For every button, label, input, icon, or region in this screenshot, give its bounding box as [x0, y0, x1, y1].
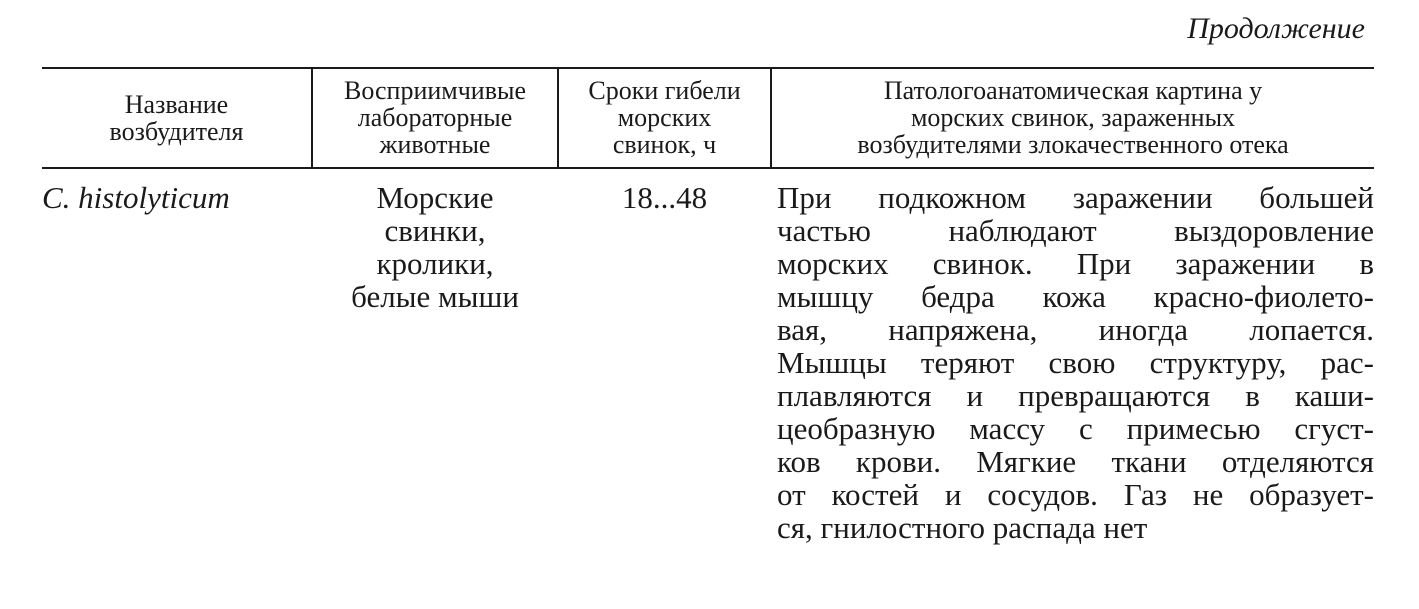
- header-line: Патологоанатомическая картина у: [883, 76, 1263, 105]
- cell-death-time: 18...48: [621, 180, 708, 215]
- header-pathology: [771, 68, 1374, 168]
- header-line: морских свинок, зараженных: [910, 103, 1236, 132]
- description-line: мышцу бедра кожа красно-фиолето-: [777, 279, 1374, 314]
- continuation-label: Продолжение: [1187, 12, 1365, 45]
- description-line: вая, напряжена, иногда лопается.: [777, 312, 1374, 347]
- header-line: возбудителями злокачественного отека: [857, 130, 1289, 159]
- header-line: свинок, ч: [612, 130, 717, 159]
- animal-line: Морские: [376, 180, 494, 215]
- description-line: частью наблюдают выздоровление: [777, 213, 1374, 248]
- description-line: морских свинок. При заражении в: [777, 246, 1374, 281]
- animal-line: свинки,: [384, 213, 486, 248]
- cell-animals: [312, 168, 558, 544]
- description-line: цеобразную массу с примесью сгуст-: [777, 411, 1374, 446]
- table-row: [42, 168, 1374, 544]
- description-line: плавляются и превращаются в каши-: [777, 378, 1374, 413]
- cell-pathology-description: [771, 168, 1374, 544]
- description-line: от костей и сосудов. Газ не образует-: [777, 477, 1374, 512]
- header-susceptible-animals: [312, 68, 558, 168]
- header-line: Название: [124, 89, 229, 119]
- description-line: При подкожном заражении большей: [777, 180, 1374, 215]
- description-line: ков крови. Мягкие ткани отделяются: [777, 444, 1374, 479]
- header-line: возбудителя: [109, 116, 244, 146]
- animal-line: кролики,: [376, 246, 494, 281]
- header-line: животные: [379, 130, 491, 159]
- description-line: Мышцы теряют свою структуру, рас-: [777, 345, 1374, 380]
- cell-pathogen-name: C. histolyticum: [42, 180, 230, 215]
- header-line: Сроки гибели: [588, 76, 741, 105]
- table-header: [42, 68, 1374, 168]
- animal-line: белые мыши: [351, 279, 519, 314]
- description-line: ся, гнилостного распада нет: [777, 510, 1148, 545]
- header-line: Восприимчивые: [344, 76, 526, 105]
- header-line: лабораторные: [357, 103, 513, 132]
- data-table: [42, 67, 1374, 544]
- header-pathogen-name: [42, 68, 312, 168]
- header-death-time: [558, 68, 771, 168]
- header-line: морских: [617, 103, 712, 132]
